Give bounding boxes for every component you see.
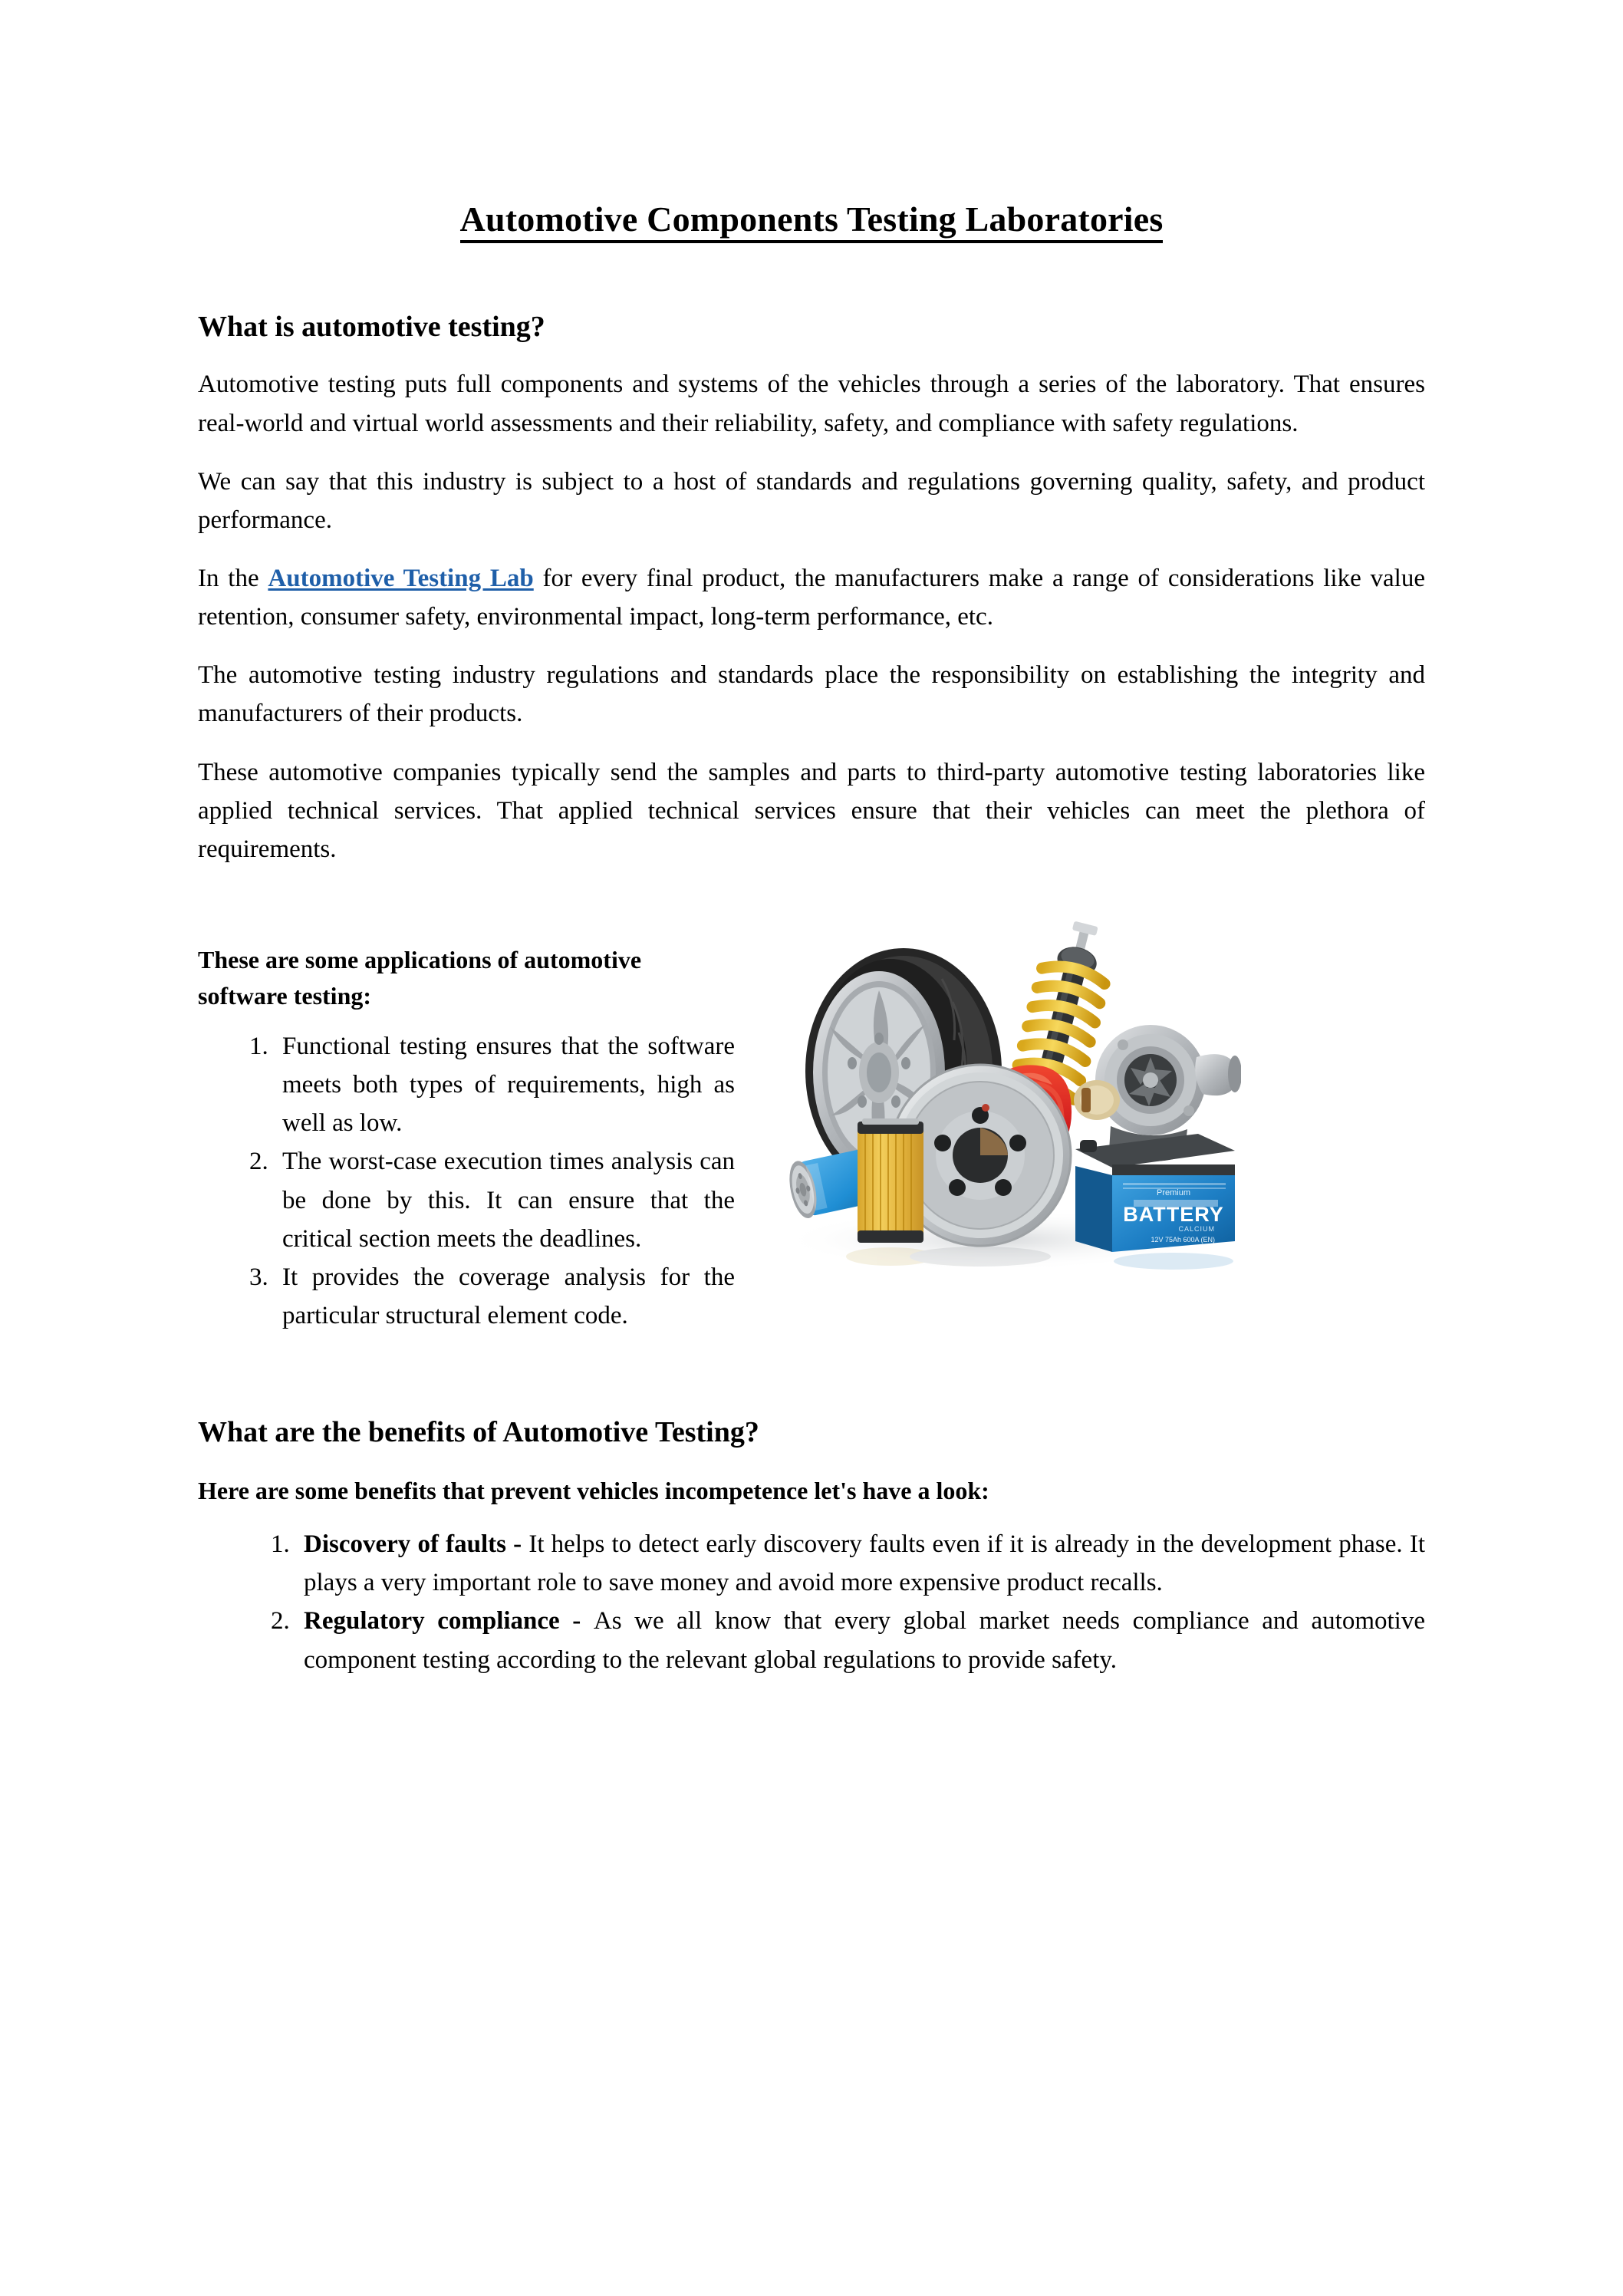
benefit-text: As we all know that every global market needs compliance and automotive component testing according to the relevant global regulations to provide safety.	[304, 1607, 1425, 1674]
applications-block	[198, 868, 1425, 1335]
list-item	[296, 1602, 1425, 1678]
battery-brand-text: Premium	[1156, 1188, 1191, 1198]
spacer	[198, 1335, 1425, 1415]
list-item: 1. Functional testing ensures that the software meets both types of requirements, high as well as low.	[275, 1027, 735, 1142]
benefit-term: Discovery of faults -	[304, 1530, 529, 1559]
applications-heading: These are some applications of automotive software testing:	[198, 946, 642, 1010]
page-title-text: Automotive Components Testing Laboratories	[460, 199, 1164, 243]
paragraph-intro: Automotive testing puts full components and systems of the vehicles through a series of the laboratory. That ensures real-world and virtual world assessments and their reliability, safety, and compliance with safety regulations.	[198, 371, 1425, 437]
automotive-parts-illustration	[750, 910, 1241, 1293]
list-item: 2. The worst-case execution times analysis can be done by this. It can ensure that the critical section meets the deadlines.	[275, 1142, 735, 1257]
car-battery-part	[1075, 1134, 1235, 1252]
battery-type-text: CALCIUM	[1178, 1225, 1215, 1234]
benefits-list	[198, 1508, 1425, 1679]
section-heading-benefits: What are the benefits of Automotive Testing?	[198, 1416, 759, 1449]
battery-spec-text: 12V 75Ah 600A (EN)	[1151, 1236, 1215, 1244]
paragraph-standards: We can say that this industry is subject to a host of standards and regulations governing quality, safety, and product performance.	[198, 467, 1425, 534]
paragraph-third-party: These automotive companies typically send the samples and parts to third-party automotive testing laboratories like applied technical services. That applied technical services ensure that their vehicles can meet the plethora of requirements.	[198, 758, 1425, 863]
section-heading-what-is-automotive-testing: What is automotive testing?	[198, 310, 545, 343]
cartridge-oil-filter-part	[858, 1118, 923, 1243]
benefits-lead-text: Here are some benefits that prevent vehicles incompetence let's have a look:	[198, 1476, 989, 1504]
automotive-parts-image	[735, 910, 1425, 1293]
list-item	[296, 1525, 1425, 1602]
applications-text-column	[198, 942, 735, 1335]
link-paragraph-before: In the	[198, 565, 268, 593]
paragraph-regulations: The automotive testing industry regulations and standards place the responsibility on establishing the integrity and manufacturers of their products.	[198, 661, 1425, 728]
benefit-text: It helps to detect early discovery faults even if it is already in the development phase. It plays a very important role to save money and avoid more expensive product recalls.	[304, 1530, 1425, 1597]
paragraph-with-link	[198, 539, 1425, 636]
applications-list	[198, 1013, 735, 1335]
document-content	[198, 0, 1425, 1679]
automotive-testing-lab-link[interactable]: Automotive Testing Lab	[268, 565, 534, 593]
battery-label-text: BATTERY	[1123, 1203, 1224, 1227]
list-item: 3. It provides the coverage analysis for the particular structural element code.	[275, 1258, 735, 1335]
page-title	[198, 0, 1425, 240]
benefit-term: Regulatory compliance -	[304, 1607, 594, 1636]
link-paragraph-after: for every final product, the manufacturers make a range of considerations like value retention, consumer safety, environmental impact, long-term performance, etc.	[198, 565, 1425, 631]
spacer	[198, 1451, 1425, 1473]
